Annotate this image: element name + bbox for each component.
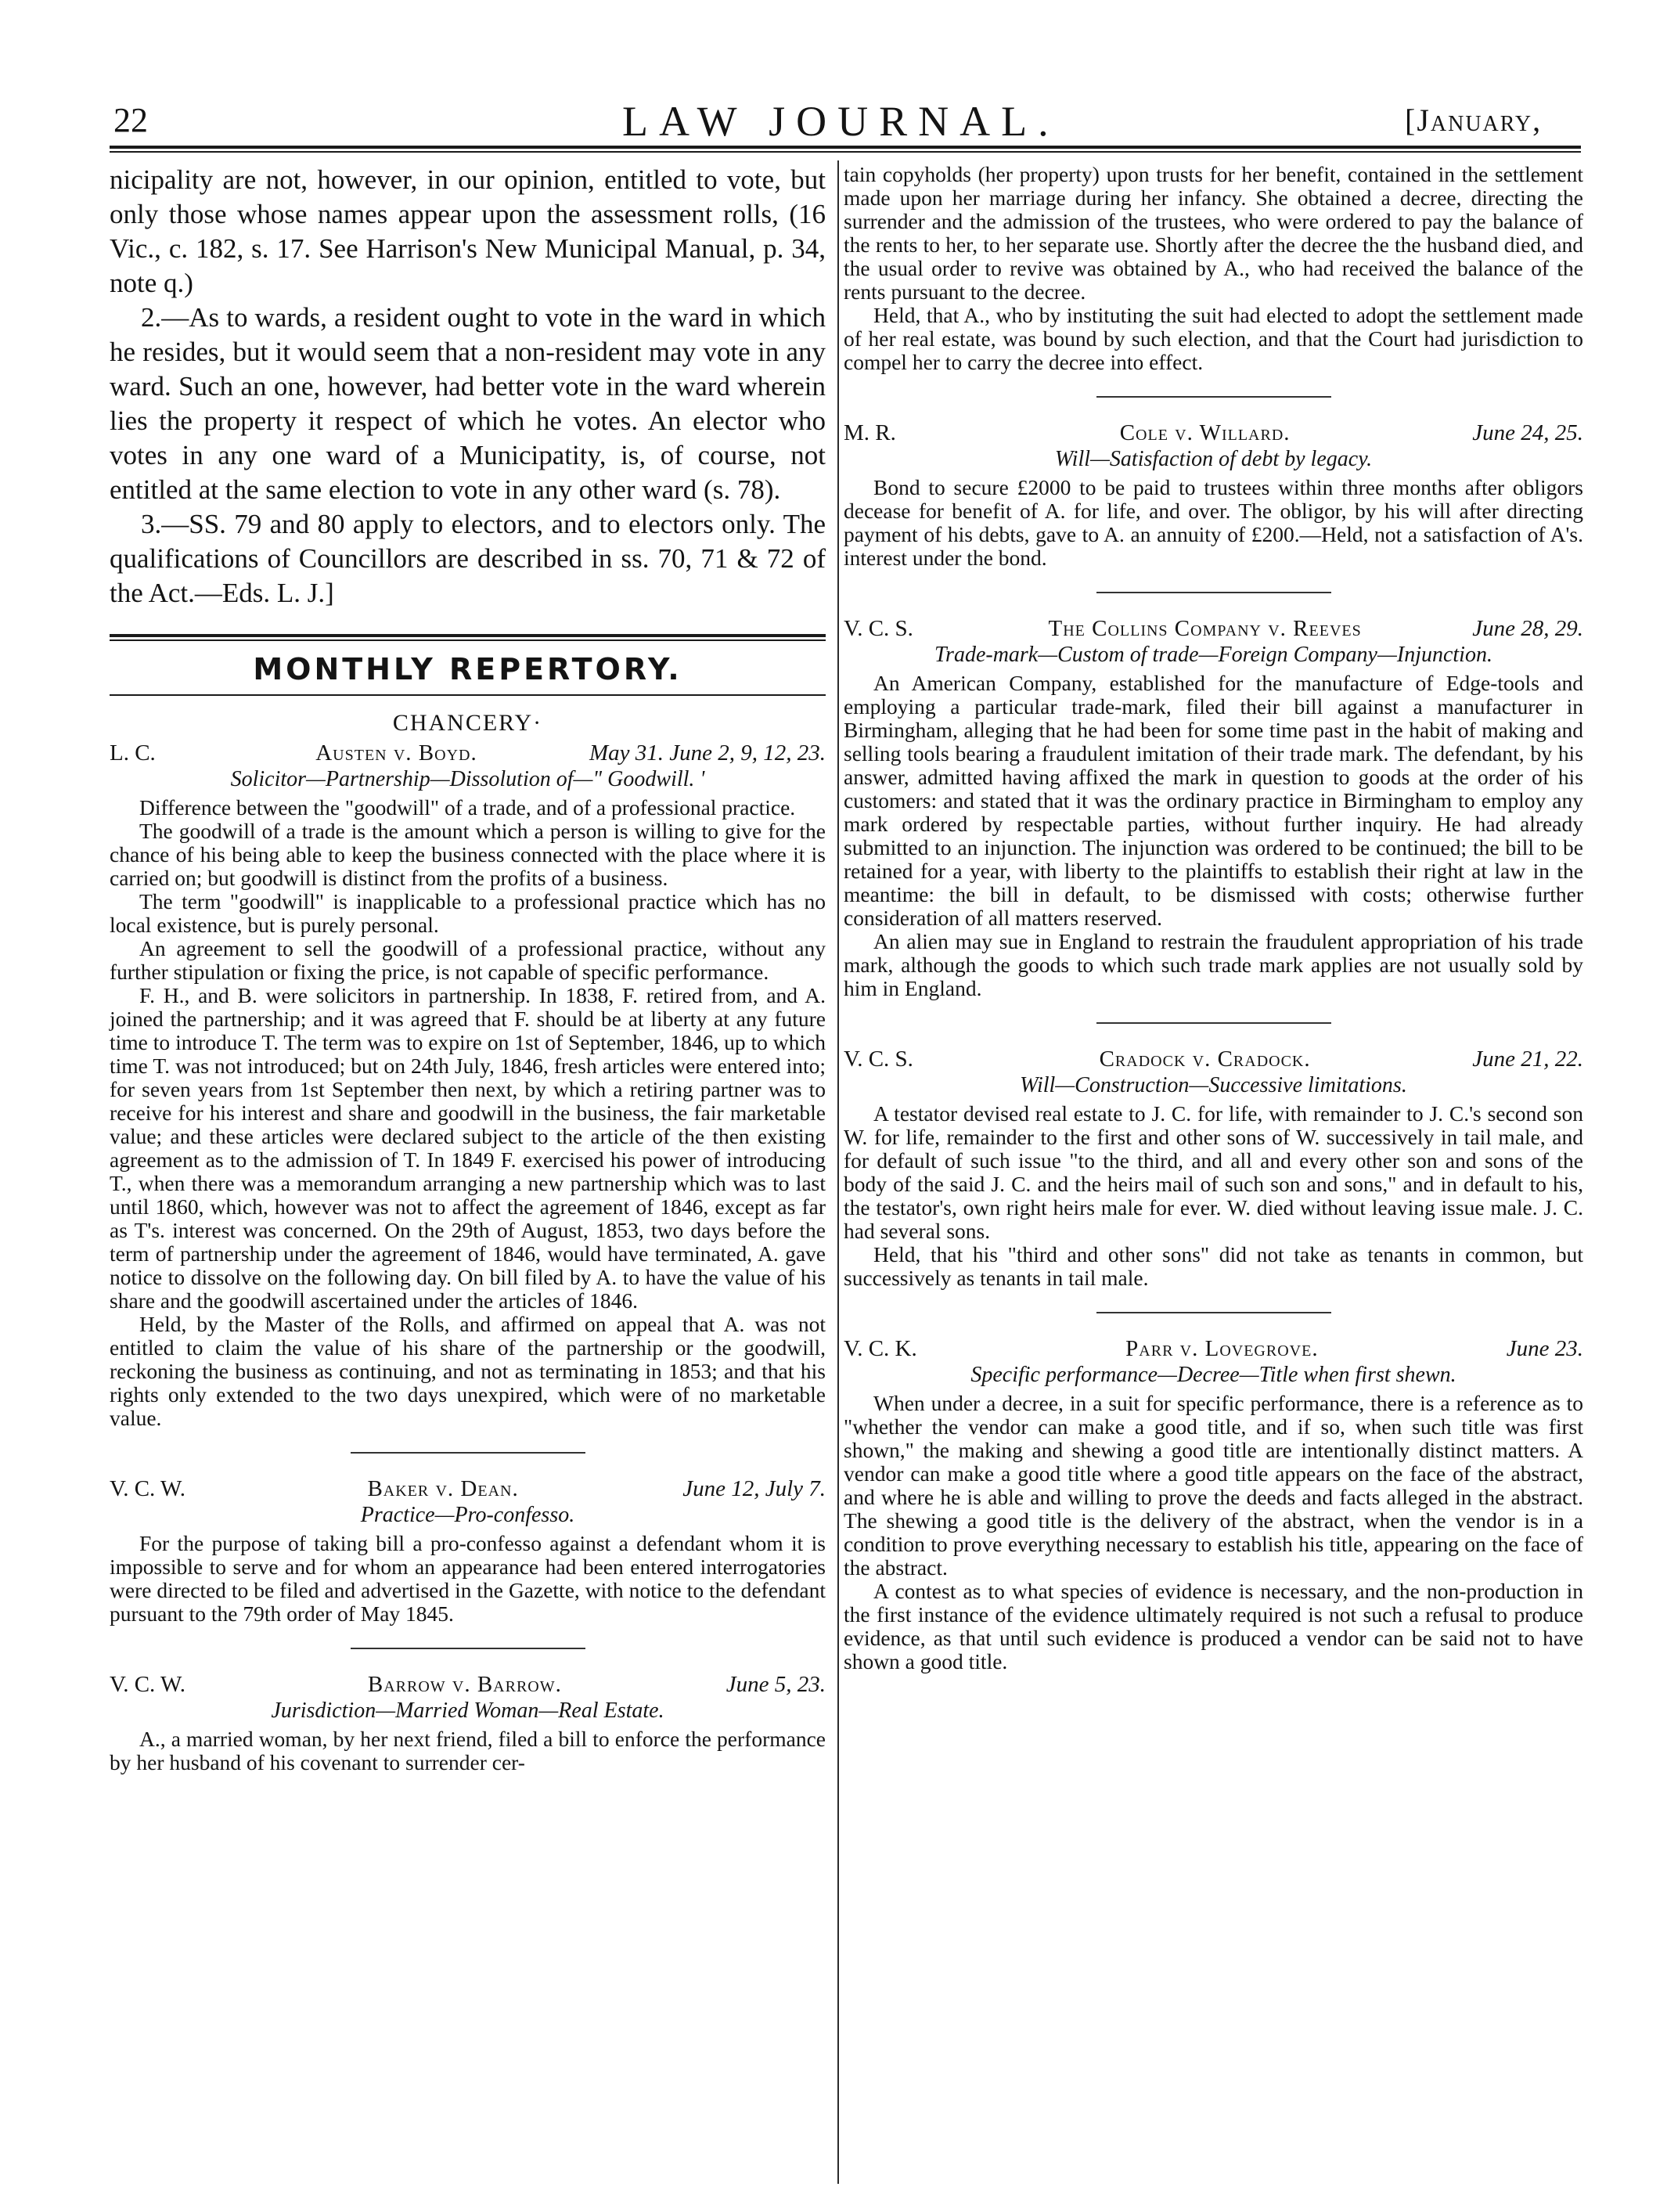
case-paragraph: A testator devised real estate to J. C. for life, with remainder to J. C.'s second son W. for life, remainder to the first and other sons of W. successively in tail male, and for default of such issue "to the third, and all and every other son and sons of the body of the said J. C. and the heirs mail of such son and sons," and in default to his, the testator's, own right heirs male for ever. W. died without leaving issue male. J. C. had several sons. [844, 1101, 1583, 1243]
case-date: June 5, 23. [725, 1672, 826, 1697]
running-title: LAW JOURNAL. [622, 98, 1060, 145]
case-court: V. C. S. [844, 616, 913, 641]
case-report [110, 1475, 826, 1626]
case-date: May 31. June 2, 9, 12, 23. [589, 740, 826, 766]
case-subtitle: Will—Construction—Successive limitations. [1020, 1073, 1407, 1097]
case-heading [844, 1046, 1583, 1072]
case-name: Cole v. Willard. [1119, 420, 1291, 445]
case-separator [1096, 592, 1331, 593]
case-heading [110, 1671, 826, 1698]
case-paragraph: A., a married woman, by her next friend, filed a bill to enforce the performance by her husband of his covenant to surrender cer- [110, 1727, 826, 1774]
case-paragraph: The goodwill of a trade is the amount which a person is willing to give for the chance of his being able to keep the business connected with the place where it is carried on; but goodwill is distinct from the profits of a business. [110, 819, 826, 890]
case-paragraph: A contest as to what species of evidence is necessary, and the non-production in the first instance of the evidence ultimately required is not such a refusal to produce evidence, as that until such evidence is produced a vendor can be said not to have shown a good title. [844, 1579, 1583, 1673]
case-date: June 24, 25. [1472, 420, 1583, 445]
section-title: MONTHLY REPERTORY. [253, 652, 682, 686]
case-date: June 23. [1506, 1336, 1583, 1361]
column-divider [837, 160, 839, 2184]
editorial-paragraph: 2.—As to wards, a resident ought to vote in the ward in which he resides, but it would seem that a non-resident may vote in any ward. Such an one, however, had better vote in the ward wherein lies the property it respect of which he votes. An elector who votes in any one ward of a Municipatity, is, of course, not entitled at the same election to vote in any other ward (s. 78). [110, 302, 826, 505]
case-paragraph: For the purpose of taking bill a pro-confesso against a defendant whom it is impossible to serve and for whom an appearance had been entered interrogatories were directed to be filed and advertised in the Gazette, with notice to the defendant pursuant to the 79th order of May 1845. [110, 1531, 826, 1626]
case-subtitle: Jurisdiction—Married Woman—Real Estate. [271, 1699, 664, 1723]
header-rule [110, 146, 1581, 149]
case-paragraph: Held, by the Master of the Rolls, and affirmed on appeal that A. was not entitled to claim the value of his share of the partnership or the goodwill, reckoning the business as continuing, and not as terminating in 1853; and that his rights only extended to the two days unexpired, which were of no marketable value. [110, 1312, 826, 1430]
case-name: Baker v. Dean. [367, 1476, 519, 1501]
case-subtitle: Practice—Pro-confesso. [360, 1503, 575, 1527]
continued-paragraph: Held, that A., who by instituting the suit had elected to adopt the settlement made of her real estate, was bound by such election, and that the Court had jurisdiction to compel her to carry the decree into effect. [844, 303, 1583, 374]
case-report [844, 1335, 1583, 1673]
case-subtitle: Solicitor—Partnership—Dissolution of—" Goodwill. ' [230, 767, 705, 791]
case-report [844, 420, 1583, 570]
case-name: Parr v. Lovegrove. [1125, 1336, 1319, 1361]
case-court: V. C. S. [844, 1047, 913, 1072]
editorial-answers [110, 163, 826, 611]
running-month: [January, [1405, 103, 1543, 138]
case-separator [351, 1648, 585, 1649]
page-number: 22 [113, 101, 148, 139]
case-name: Austen v. Boyd. [315, 740, 477, 766]
case-heading [844, 1335, 1583, 1362]
case-heading [110, 1475, 826, 1502]
case-paragraph: Difference between the "goodwill" of a trade, and of a professional practice. [139, 795, 796, 820]
case-date: June 28, 29. [1472, 616, 1583, 641]
section-rule-thin [110, 639, 826, 641]
case-report [110, 1671, 826, 1774]
case-name: The Collins Company v. Reeves [1048, 616, 1362, 641]
left-column [110, 163, 826, 1774]
case-date: June 21, 22. [1472, 1047, 1583, 1072]
case-paragraph: When under a decree, in a suit for specific performance, there is a reference as to "whether the vendor can make a good title, and if so, when such title was first shown," the making and shewing a good title are intentionally distinct matters. A vendor can make a good title where a good title appears on the face of the abstract, and where he is able and willing to prove the deeds and facts alleged in the abstract. The shewing a good title is the delivery of the abstract, when the vendor is in a condition to prove everything necessary to establish his title, appearing on the face of the abstract. [844, 1391, 1583, 1580]
case-court: V. C. W. [110, 1672, 185, 1697]
case-subtitle: Trade-mark—Custom of trade—Foreign Company—Injunction. [934, 643, 1492, 667]
case-heading [110, 740, 826, 766]
case-court: V. C. K. [844, 1336, 917, 1361]
case-separator [351, 1452, 585, 1454]
case-date: June 12, July 7. [682, 1476, 826, 1501]
case-heading [844, 615, 1583, 642]
section-rule [110, 634, 826, 637]
case-name: Cradock v. Cradock. [1099, 1047, 1311, 1072]
case-report [844, 615, 1583, 1000]
case-paragraph: Held, that his "third and other sons" did not take as tenants in common, but successively as tenants in tail male. [844, 1242, 1583, 1290]
case-subtitle: Specific performance—Decree—Title when first shewn. [970, 1363, 1456, 1387]
case-separator [1096, 1022, 1331, 1024]
right-column [844, 163, 1583, 1673]
case-name: Barrow v. Barrow. [367, 1672, 562, 1697]
case-separator [1096, 1312, 1331, 1313]
case-heading [844, 420, 1583, 446]
case-report [844, 1046, 1583, 1290]
editorial-paragraph: 3.—SS. 79 and 80 apply to electors, and to electors only. The qualifications of Councillors are described in ss. 70, 71 & 72 of the Act.—Eds. L. J.] [110, 509, 826, 608]
case-paragraph: An agreement to sell the goodwill of a professional practice, without any further stipulation or fixing the price, is not capable of specific performance. [110, 936, 826, 984]
section-rule-bottom [110, 694, 826, 696]
case-paragraph: Bond to secure £2000 to be paid to trustees within three months after obligors decease for benefit of A. for life, and over. The obligor, by his will after directing payment of his debts, gave to A. an annuity of £200.—Held, not a satisfaction of A's. interest under the bond. [844, 475, 1583, 570]
case-paragraph: An American Company, established for the manufacture of Edge-tools and employing a particular trade-mark, filed their bill against a manufacturer in Birmingham, alleging that he had been for some time past in the habit of making and selling tools bearing a fraudulent imitation of their trade mark. The defendant, by his answer, admitted having affixed the mark in question to goods at the order of his customers: and stated that it was the ordinary practice in Birmingham to employ any mark ordered by respectable parties, without further inquiry. He had already submitted to an injunction. The injunction was ordered to be continued; the bill to be retained for a year, with liberty to the plaintiffs to establish their right at law in the meantime: the bill in default, to be dismissed with costs; otherwise further consideration of all matters reserved. [844, 671, 1583, 930]
case-subtitle: Will—Satisfaction of debt by legacy. [1054, 447, 1373, 471]
case-court: V. C. W. [110, 1476, 185, 1501]
case-court: M. R. [844, 420, 896, 445]
case-paragraph: An alien may sue in England to restrain the fraudulent appropriation of his trade mark, although the goods to which such trade mark applies are not usually sold by him in England. [844, 929, 1583, 1000]
continued-paragraph: tain copyholds (her property) upon trusts for her benefit, contained in the settlement made upon her marriage during her infancy. She obtained a decree, directing the surrender and the admission of the trustees, who were ordered to pay the balance of the rents to her, to her separate use. Shortly after the decree the the husband died, and the usual order to revive was obtained by A., who had received the balance of the rents pursuant to the decree. [844, 162, 1583, 304]
header-rule-thin [110, 151, 1581, 153]
case-report [110, 740, 826, 1430]
case-paragraph: The term "goodwill" is inapplicable to a professional practice which has no local existence, but is purely personal. [110, 889, 826, 937]
editorial-paragraph: nicipality are not, however, in our opinion, entitled to vote, but only those whose names appear upon the assessment rolls, (16 Vic., c. 182, s. 17. See Harrison's New Municipal Manual, p. 34, note q.) [110, 164, 826, 298]
case-court: L. C. [110, 740, 156, 766]
court-subhead: CHANCERY· [392, 710, 543, 736]
case-separator [1096, 396, 1331, 398]
case-paragraph: F. H., and B. were solicitors in partnership. In 1838, F. retired from, and A. joined the partnership; and it was agreed that F. should be at liberty at any future time to introduce T. The term was to expire on 1st of September, 1846, up to which time T. was not introduced; but on 24th July, 1846, fresh articles were entered into; for seven years from 1st September then next, by which a retiring partner was to receive for his interest and share and goodwill in the business, the fair marketable value; and these articles were declared subject to the article of the then existing agreement as to the admission of T. In 1849 F. exercised his power of introducing T., when there was a memorandum arranging a new partnership which was to last until 1860, which, however was not to affect the agreement of 1846, except as far as T's. interest was concerned. On the 29th of August, 1853, two days before the term of partnership under the agreement of 1846, would have terminated, A. gave notice to dissolve on the following day. On bill filed by A. to have the value of his share and the goodwill ascertained under the articles of 1846. [110, 983, 826, 1313]
